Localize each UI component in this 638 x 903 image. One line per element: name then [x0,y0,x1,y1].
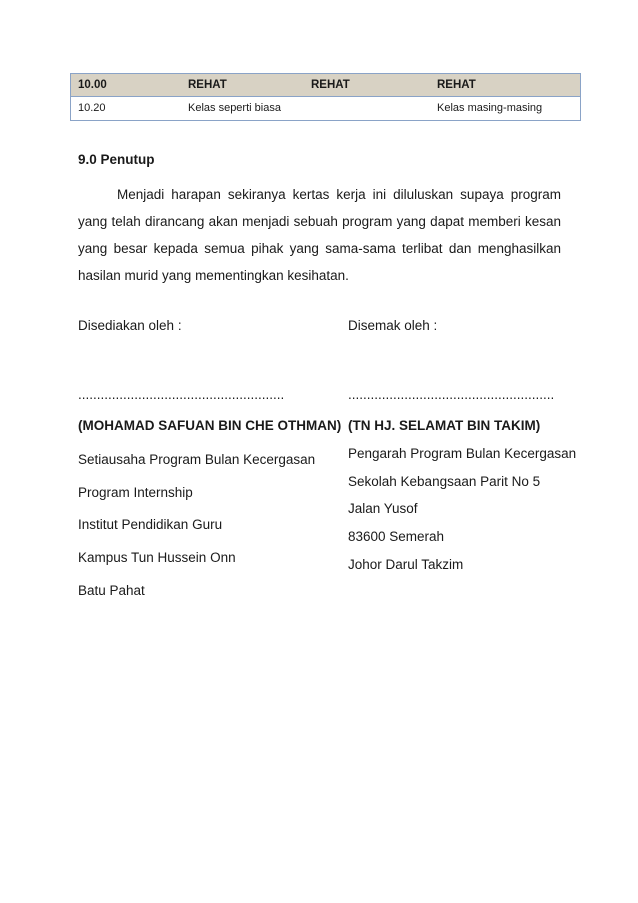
reviewer-line: Johor Darul Takzim [348,557,464,572]
reviewer-line: Jalan Yusof [348,501,418,516]
signature-line: ....................................................... [348,387,555,402]
table-cell: REHAT [311,79,350,91]
preparer-line: Program Internship [78,485,193,500]
reviewer-line: Pengarah Program Bulan Kecergasan [348,446,577,461]
reviewer-name: (TN HJ. SELAMAT BIN TAKIM) [348,418,541,433]
reviewed-by-label: Disemak oleh : [348,318,438,333]
table-header-row [71,74,580,97]
reviewer-line: Sekolah Kebangsaan Parit No 5 [348,474,541,489]
closing-paragraph: Menjadi harapan sekiranya kertas kerja ini diluluskan supaya program yang telah dirancang akan menjadi sebuah program yang dapat memberi kesan yang besar kepada semua pihak yang sama-sama terlibat dan menghasilkan hasilan murid yang mementingkan kesihatan. [78,187,561,283]
prepared-by-label: Disediakan oleh : [78,318,182,333]
reviewer-line: 83600 Semerah [348,529,445,544]
table-cell: REHAT [437,79,476,91]
schedule-table [70,73,581,121]
preparer-line: Institut Pendidikan Guru [78,517,223,532]
table-cell: Kelas seperti biasa [188,102,281,114]
table-row [71,97,580,120]
table-cell: 10.20 [78,102,106,114]
table-cell: REHAT [188,79,227,91]
preparer-line: Kampus Tun Hussein Onn [78,550,236,565]
section-title: 9.0 Penutup [78,152,155,167]
preparer-line: Setiausaha Program Bulan Kecergasan [78,452,316,467]
signature-line: ....................................................... [78,387,285,402]
table-cell: Kelas masing-masing [437,102,543,114]
preparer-name: (MOHAMAD SAFUAN BIN CHE OTHMAN) [78,418,342,433]
table-cell: 10.00 [78,79,107,91]
preparer-line: Batu Pahat [78,583,145,598]
